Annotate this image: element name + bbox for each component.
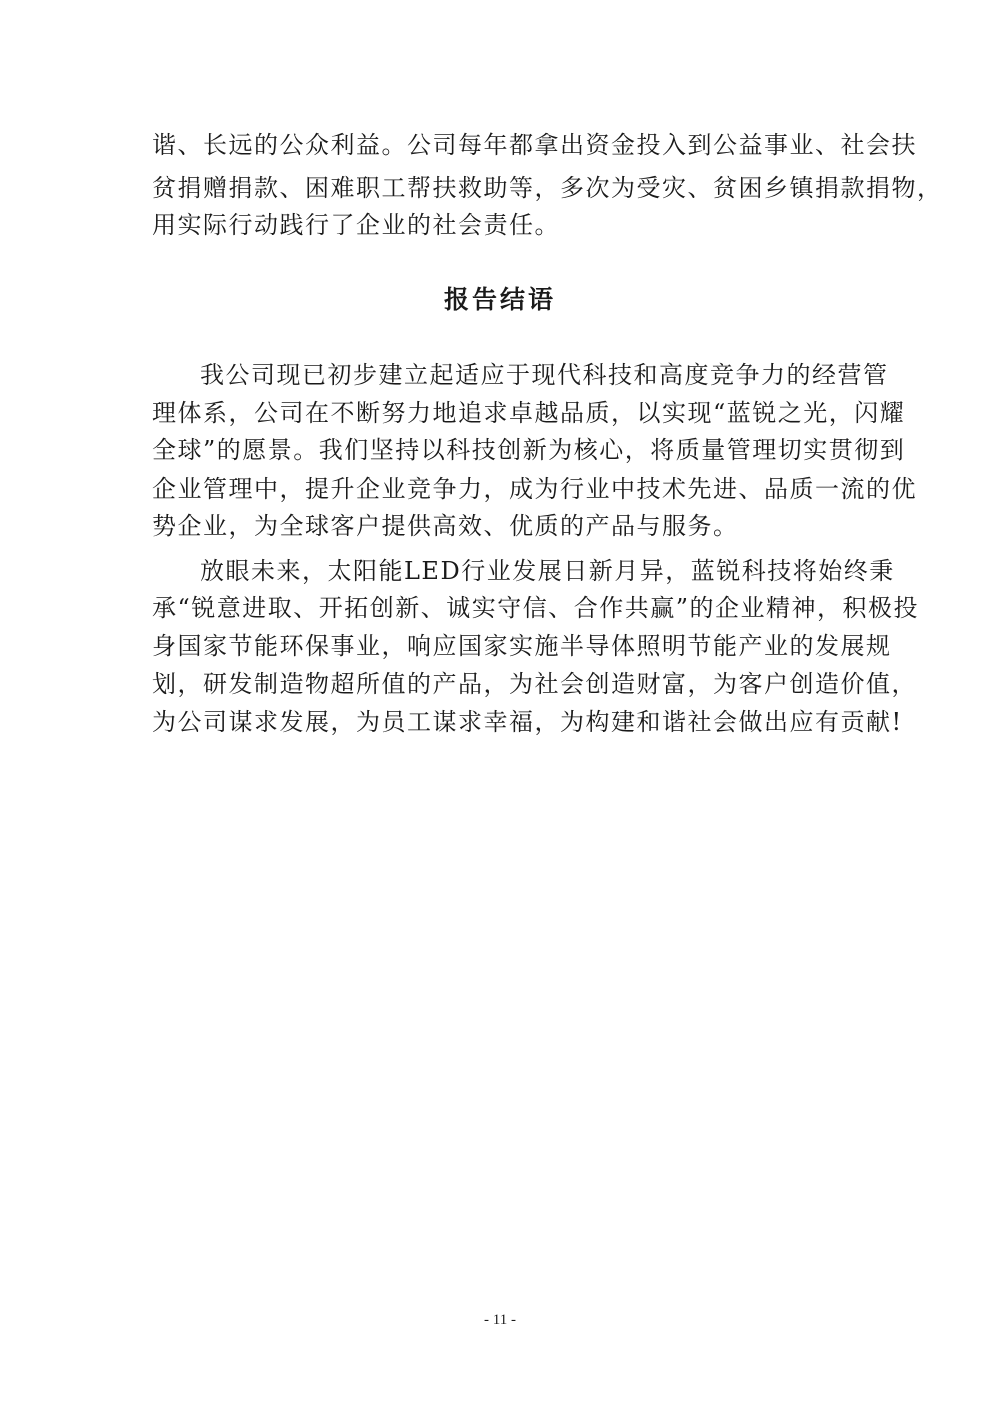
intro-line-3: 用实际行动践行了企业的社会责任。: [152, 211, 560, 239]
paragraph-2-line-1: 放眼未来，太阳能LED行业发展日新月异，蓝锐科技将始终秉: [200, 557, 895, 585]
paragraph-1-line-5: 势企业，为全球客户提供高效、优质的产品与服务。: [152, 512, 739, 540]
section-title: 报告结语: [443, 285, 556, 314]
paragraph-1-line-2: 理体系，公司在不断努力地追求卓越品质，以实现“蓝锐之光，闪耀: [152, 399, 906, 427]
page-number: - 11 -: [484, 1312, 516, 1328]
intro-line-2: 贫捐赠捐款、困难职工帮扶救助等，多次为受灾、贫困乡镇捐款捐物，: [152, 174, 943, 202]
paragraph-2-line-4: 划，研发制造物超所值的产品，为社会创造财富，为客户创造价值，: [152, 670, 917, 698]
paragraph-2-line-2: 承“锐意进取、开拓创新、诚实守信、合作共赢”的企业精神，积极投: [152, 594, 920, 622]
paragraph-1-line-3: 全球”的愿景。我们坚持以科技创新为核心，将质量管理切实贯彻到: [152, 436, 906, 464]
intro-line-1: 谐、长远的公众利益。公司每年都拿出资金投入到公益事业、社会扶: [152, 131, 917, 159]
paragraph-2-line-5: 为公司谋求发展，为员工谋求幸福，为构建和谐社会做出应有贡献!: [152, 708, 903, 736]
paragraph-1-line-4: 企业管理中，提升企业竞争力，成为行业中技术先进、品质一流的优: [152, 475, 917, 503]
paragraph-1-line-1: 我公司现已初步建立起适应于现代科技和高度竞争力的经营管: [200, 361, 889, 389]
paragraph-2-line-3: 身国家节能环保事业，响应国家实施半导体照明节能产业的发展规: [152, 632, 892, 660]
